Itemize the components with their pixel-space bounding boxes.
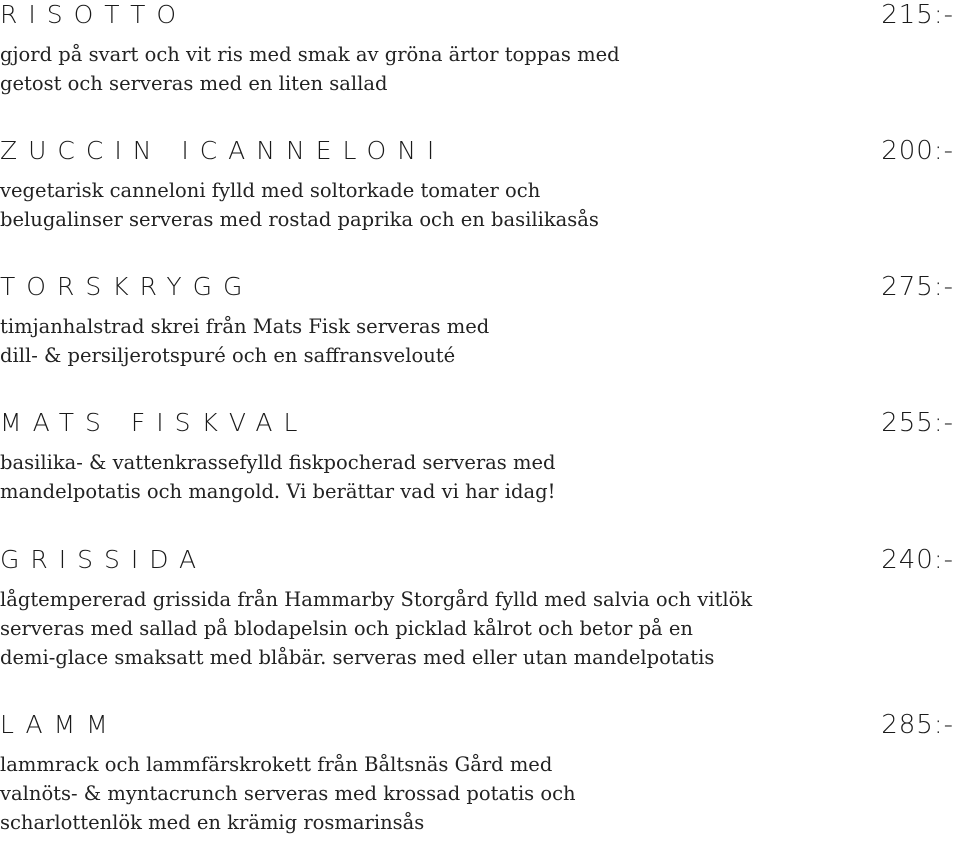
menu-item-header xyxy=(0,545,960,579)
menu-item-torskrygg xyxy=(0,272,960,367)
menu-item-header xyxy=(0,408,960,442)
menu-item-lamm xyxy=(0,710,960,834)
dish-price: 255:- xyxy=(881,408,954,438)
menu-item-mats-fiskval xyxy=(0,408,960,503)
dish-name: LAMM xyxy=(0,710,119,739)
menu-item-header xyxy=(0,0,960,34)
menu-item-risotto xyxy=(0,0,960,95)
description-line: vegetarisk canneloni fylld med soltorkade tomater och xyxy=(0,179,541,202)
dish-description xyxy=(0,448,556,506)
description-line: lågtempererad grissida från Hammarby Storgård fylld med salvia och vitlök xyxy=(0,588,753,611)
description-line: valnöts- & myntacrunch serveras med krossad potatis och xyxy=(0,782,576,805)
menu-item-header xyxy=(0,136,960,170)
menu-item-header xyxy=(0,710,960,744)
dish-description xyxy=(0,312,489,370)
description-line: mandelpotatis och mangold. Vi berättar vad vi har idag! xyxy=(0,480,556,503)
dish-description xyxy=(0,750,576,837)
description-line: demi-glace smaksatt med blåbär. serveras med eller utan mandelpotatis xyxy=(0,646,715,669)
description-line: dill- & persiljerotspuré och en saffransvelouté xyxy=(0,344,456,367)
dish-description xyxy=(0,585,752,672)
dish-description xyxy=(0,176,599,234)
description-line: belugalinser serveras med rostad paprika och en basilikasås xyxy=(0,208,599,231)
dish-price: 200:- xyxy=(881,136,954,166)
menu-item-grissida xyxy=(0,545,960,669)
dish-price: 275:- xyxy=(881,272,954,302)
description-line: serveras med sallad på blodapelsin och picklad kålrot och betor på en xyxy=(0,617,693,640)
menu-item-header xyxy=(0,272,960,306)
description-line: basilika- & vattenkrassefylld fiskpocherad serveras med xyxy=(0,451,556,474)
description-line: lammrack och lammfärskrokett från Båltsnäs Gård med xyxy=(0,753,553,776)
description-line: scharlottenlök med en krämig rosmarinsås xyxy=(0,811,425,834)
dish-name: GRISSIDA xyxy=(0,545,208,574)
menu-item-zucchini-canneloni xyxy=(0,136,960,231)
dish-name: MATS FISKVAL xyxy=(0,408,309,437)
dish-name: ZUCCIN ICANNELONI xyxy=(0,136,446,165)
description-line: timjanhalstrad skrei från Mats Fisk serveras med xyxy=(0,315,490,338)
description-line: getost och serveras med en liten sallad xyxy=(0,72,388,95)
dish-name: RISOTTO xyxy=(0,0,188,29)
dish-description xyxy=(0,40,620,98)
description-line: gjord på svart och vit ris med smak av gröna ärtor toppas med xyxy=(0,43,620,66)
dish-price: 285:- xyxy=(881,710,954,740)
dish-price: 240:- xyxy=(881,545,954,575)
dish-price: 215:- xyxy=(881,0,954,30)
dish-name: TORSKRYGG xyxy=(0,272,254,301)
